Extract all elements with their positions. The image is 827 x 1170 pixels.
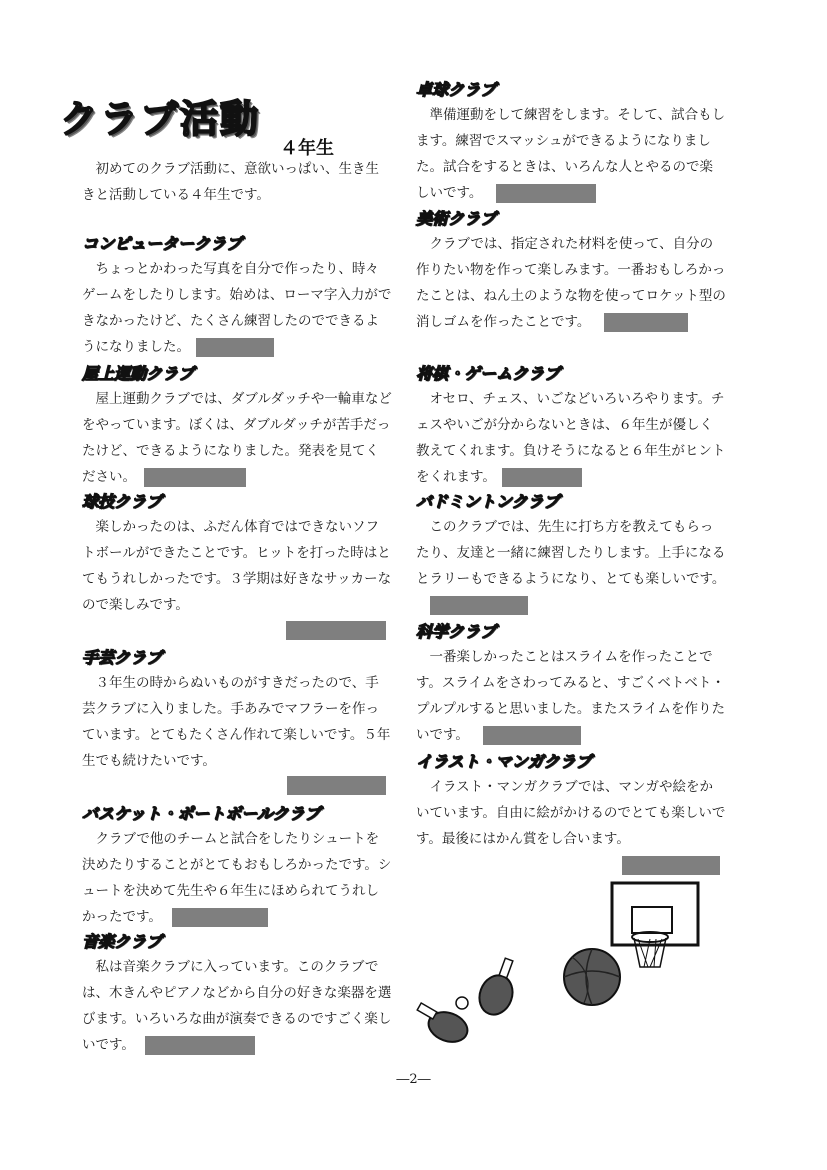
basketball-icon	[564, 949, 620, 1005]
redaction-bar	[496, 184, 596, 203]
section-heading: 屋上運動クラブ	[82, 364, 195, 383]
section-shogi-game-club	[416, 362, 726, 490]
section-heading: イラスト・マンガクラブ	[416, 752, 592, 771]
redaction-bar	[604, 313, 688, 332]
section-heading: 卓球クラブ	[416, 80, 497, 99]
section-body: 一番楽しかったことはスライムを作ったことです。スライムをさわってみると、すごくベトベト・プルプルすると思いました。またスライムを作りたいです。	[416, 649, 726, 743]
ping-pong-paddle-icon	[417, 1003, 471, 1047]
section-rooftop-club	[82, 362, 392, 490]
section-body: クラブで他のチームと試合をしたりシュートを決めたりすることがとてもおもしろかったです。シュートを決めて先生や６年生にほめられてうれしかったです。	[82, 831, 392, 925]
ping-pong-paddle-icon	[474, 958, 518, 1019]
redaction-bar	[196, 338, 274, 357]
section-ball-club	[82, 490, 392, 618]
redaction-bar	[430, 596, 528, 615]
section-body: このクラブでは、先生に打ち方を教えてもらったり、友達と一緒に練習したりします。上手になるとラリーもできるようになり、とても楽しいです。	[416, 514, 726, 618]
section-body: 屋上運動クラブでは、ダブルダッチや一輪車などをやっています。ぼくは、ダブルダッチが苦手だったけど、できるようになりました。発表を見てください。	[82, 391, 392, 485]
section-body: イラスト・マンガクラブでは、マンガや絵をかいています。自由に絵がかけるのでとても楽しいです。最後にはかん賞をし合います。	[416, 779, 726, 847]
section-heading: バドミントンクラブ	[416, 492, 560, 511]
section-body: クラブでは、指定された材料を使って、自分の作りたい物を作って楽しみます。一番おもしろかったことは、ねん土のような物を使ってロケット型の消しゴムを作ったことです。	[416, 236, 726, 330]
section-body: 準備運動をして練習をします。そして、試合もします。練習でスマッシュができるようになりました。試合をするときは、いろんな人とやるので楽しいです。	[416, 107, 726, 201]
redaction-bar	[622, 856, 720, 875]
section-body: 楽しかったのは、ふだん体育ではできないソフトボールができたことです。ヒットを打った時はとてもうれしかったです。３学期は好きなサッカーなので楽しみです。	[82, 519, 392, 613]
section-heading: 音楽クラブ	[82, 932, 163, 951]
title-block	[60, 88, 340, 158]
page-number: ―2―	[396, 1072, 431, 1087]
section-heading: 美術クラブ	[416, 209, 497, 228]
intro-text: 初めてのクラブ活動に、意欲いっぱい、生き生きと活動している４年生です。	[82, 161, 379, 203]
ping-pong-ball-icon	[456, 997, 468, 1009]
section-body: オセロ、チェス、いごなどいろいろやります。チェスやいごが分からないときは、６年生が優しく教えてくれます。負けそうになると６年生がヒントをくれます。	[416, 391, 726, 485]
section-table-tennis-club	[416, 78, 726, 206]
section-heading: 手芸クラブ	[82, 648, 163, 667]
section-handicraft-club	[82, 646, 392, 774]
section-heading: 将棋・ゲームクラブ	[416, 364, 561, 383]
section-heading: バスケット・ポートボールクラブ	[82, 804, 321, 823]
section-art-club	[416, 207, 726, 335]
section-heading: コンピュータークラブ	[82, 234, 243, 253]
section-computer-club	[82, 232, 392, 360]
redaction-bar	[502, 468, 582, 487]
section-body: 私は音楽クラブに入っています。このクラブでは、木きんやピアノなどから自分の好きな楽器を選びます。いろいろな曲が演奏できるのですごく楽しいです。	[82, 959, 392, 1053]
section-body: ３年生の時からぬいものがすきだったので、手芸クラブに入りました。手あみでマフラーを作っています。とてもたくさん作れて楽しいです。５年生でも続けたいです。	[82, 675, 391, 769]
redaction-bar	[145, 1036, 255, 1055]
section-illustration-manga-club	[416, 750, 726, 852]
section-science-club	[416, 620, 726, 748]
redaction-bar	[286, 621, 386, 640]
section-body: ちょっとかわった写真を自分で作ったり、時々ゲームをしたりします。始めは、ローマ字入力ができなかったけど、たくさん練習したのでできるようになりました。	[82, 261, 392, 355]
redaction-bar	[144, 468, 246, 487]
section-basketball-club	[82, 802, 392, 930]
page-subtitle: ４年生	[280, 138, 334, 159]
basketball-hoop-icon	[612, 883, 698, 967]
page-title: クラブ活動	[60, 97, 261, 141]
redaction-bar	[172, 908, 268, 927]
section-heading: 球技クラブ	[82, 492, 163, 511]
redaction-bar	[483, 726, 581, 745]
section-heading: 科学クラブ	[416, 622, 497, 641]
section-music-club	[82, 930, 392, 1058]
sports-illustration	[412, 875, 722, 1050]
section-badminton-club	[416, 490, 726, 618]
redaction-bar	[287, 776, 386, 795]
